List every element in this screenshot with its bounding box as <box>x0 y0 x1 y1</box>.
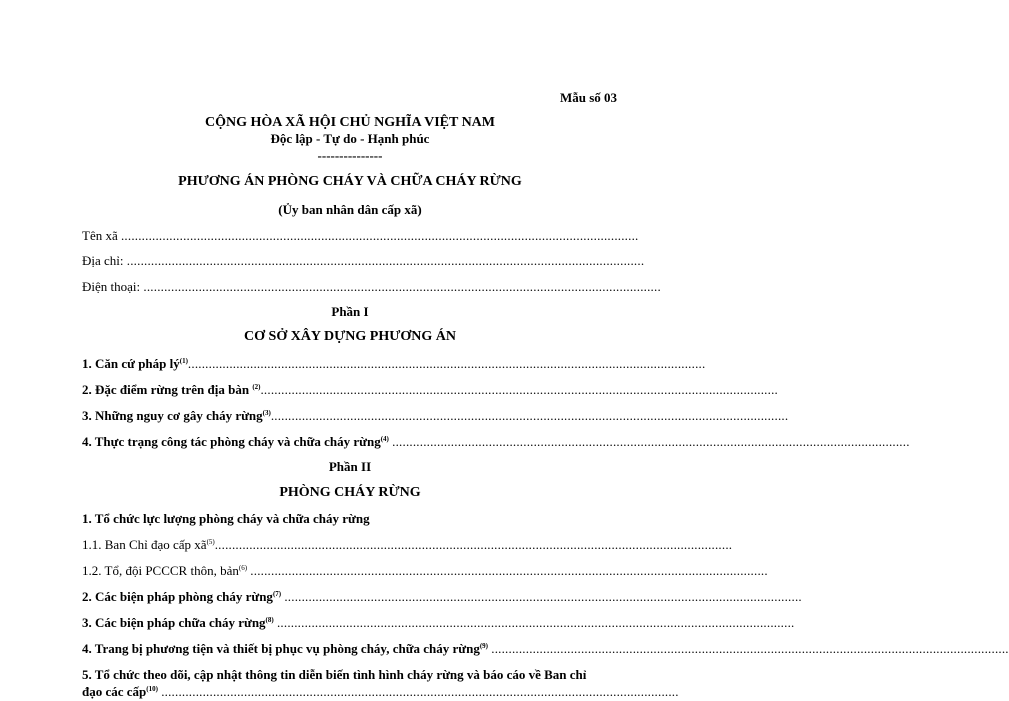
fill-dots: ...................................................................................................................................................... <box>284 589 802 604</box>
field-label: Điện thoại: <box>82 279 144 294</box>
footnote-ref: (9) <box>479 642 488 650</box>
fill-dots: ...................................................................................................................................................... <box>392 434 910 449</box>
phone-field <box>82 278 661 296</box>
field-label: Tên xã <box>82 228 121 243</box>
document-title: PHƯƠNG ÁN PHÒNG CHÁY VÀ CHỮA CHÁY RỪNG <box>178 174 522 189</box>
footnote-ref: (2) <box>252 383 261 391</box>
part2-item-4 <box>82 640 1009 658</box>
fill-dots: ...................................................................................................................................................... <box>187 356 706 371</box>
footnote-ref: (1) <box>179 357 188 365</box>
footnote-ref: (8) <box>265 616 274 624</box>
part2-subitem-1-1 <box>82 536 733 554</box>
national-motto: Độc lập - Tự do - Hạnh phúc <box>270 131 430 146</box>
footnote-ref: (4) <box>380 435 389 443</box>
fill-dots: ...................................................................................................................................................... <box>491 641 1009 656</box>
item-label: 1.1. Ban Chỉ đạo cấp xã <box>82 537 207 552</box>
footnote-ref: (7) <box>272 590 282 598</box>
part1-item-4 <box>82 433 910 451</box>
form-number: Mẫu số 03 <box>559 90 617 105</box>
fill-dots: ...................................................................................................................................................... <box>161 684 679 699</box>
fill-dots: ...................................................................................................................................................... <box>126 253 645 268</box>
part1-item-1 <box>82 355 706 373</box>
item-label: 1.2. Tổ, đội PCCCR thôn, bản <box>82 563 239 578</box>
fill-dots: ...................................................................................................................................................... <box>250 563 768 578</box>
fill-dots: ...................................................................................................................................................... <box>214 537 733 552</box>
part2-item-5-line1: 5. Tổ chức theo dõi, cập nhật thông tin diễn biến tình hình cháy rừng và báo cáo về Ban chỉ <box>82 667 587 682</box>
item-label: 3. Những nguy cơ gây cháy rừng <box>82 408 263 423</box>
part2-item-2 <box>82 588 802 606</box>
part2-subitem-1-2 <box>82 562 768 580</box>
part2-item-5-line2 <box>82 683 679 701</box>
fill-dots: ...................................................................................................................................................... <box>270 408 789 423</box>
part2-title: PHÒNG CHÁY RỪNG <box>279 485 421 500</box>
item-label: 2. Đặc điểm rừng trên địa bàn <box>82 382 253 397</box>
document-subtitle: (Ủy ban nhân dân cấp xã) <box>278 202 422 217</box>
country-name: CỘNG HÒA XÃ HỘI CHỦ NGHĨA VIỆT NAM <box>204 115 495 130</box>
part1-item-3 <box>82 407 789 425</box>
part2-heading: Phần II <box>328 459 372 474</box>
item-label: 3. Các biện pháp chữa cháy rừng <box>82 615 266 630</box>
field-label: Địa chỉ: <box>82 253 127 268</box>
item-label: 1. Căn cứ pháp lý <box>82 356 180 371</box>
footnote-ref: (6) <box>238 564 248 572</box>
fill-dots: ...................................................................................................................................................... <box>120 228 639 243</box>
part1-item-2 <box>82 381 778 399</box>
footnote-ref: (10) <box>146 685 158 693</box>
part1-heading: Phần I <box>331 304 369 319</box>
part1-title: CƠ SỞ XÂY DỰNG PHƯƠNG ÁN <box>244 329 456 344</box>
item-label: 4. Trang bị phương tiện và thiết bị phục vụ phòng cháy, chữa cháy rừng <box>82 641 480 656</box>
part2-item-1: 1. Tổ chức lực lượng phòng cháy và chữa cháy rừng <box>82 511 370 526</box>
header-separator: --------------- <box>317 148 383 163</box>
fill-dots: ...................................................................................................................................................... <box>276 615 795 630</box>
item-label: 2. Các biện pháp phòng cháy rừng <box>82 589 273 604</box>
item-label: đạo các cấp <box>82 684 147 699</box>
footnote-ref: (5) <box>206 538 215 546</box>
address-field <box>82 252 645 270</box>
fill-dots: ...................................................................................................................................................... <box>260 382 778 397</box>
item-label: 4. Thực trạng công tác phòng cháy và chữa cháy rừng <box>82 434 381 449</box>
fill-dots: ...................................................................................................................................................... <box>143 279 661 294</box>
part2-item-3 <box>82 614 795 632</box>
footnote-ref: (3) <box>262 409 271 417</box>
commune-name-field <box>82 227 639 245</box>
